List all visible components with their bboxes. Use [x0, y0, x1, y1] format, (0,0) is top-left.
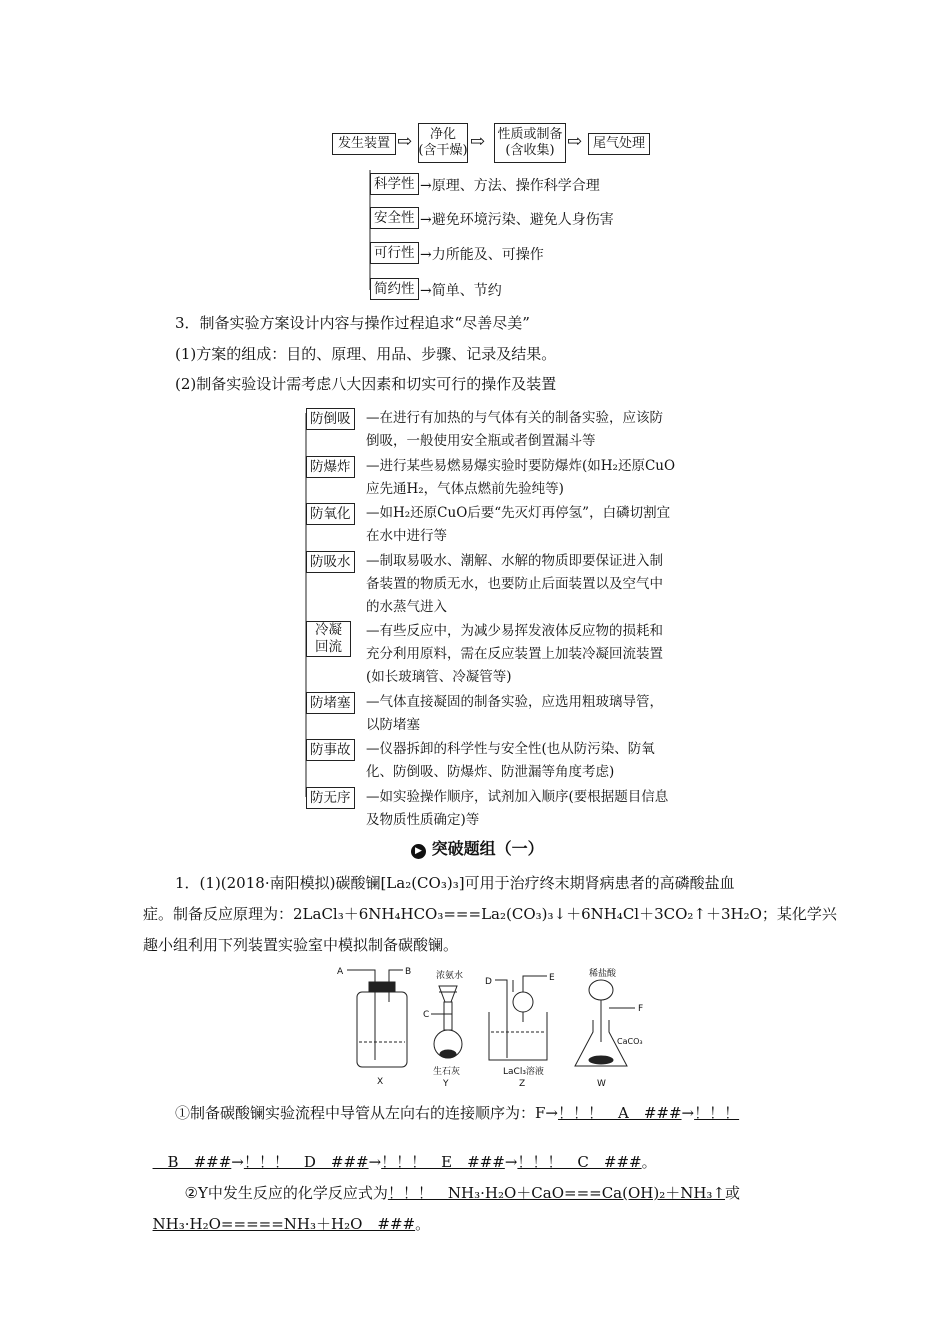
reagent-hcl: 稀盐酸 — [589, 969, 617, 979]
section3-p1: (1)方案的组成：目的、原理、用品、步骤、记录及结果。 — [175, 345, 557, 363]
principle-label: 安全性 — [370, 207, 419, 229]
principle-text: →避免环境污染、避免人身伤害 — [420, 212, 614, 228]
label-a: A — [337, 967, 344, 977]
label-f: F — [638, 1004, 644, 1014]
label-e: E — [549, 973, 555, 983]
principle-text: →力所能及、可操作 — [420, 247, 544, 263]
apparatus-y — [423, 969, 463, 1089]
answer-blank: B ### — [152, 1153, 232, 1171]
section-heading: ▶ 突破题组（一） — [411, 836, 544, 859]
answer2-line2: NH₃·H₂O=====NH₃＋H₂O ###。 — [152, 1215, 431, 1233]
principle-label: 科学性 — [370, 173, 419, 195]
flow-step-tailgas: 尾气处理 — [588, 133, 650, 155]
factor-text: —气体直接凝固的制备实验，应选用粗玻璃导管，以防堵塞 — [366, 694, 663, 733]
factor-label: 防事故 — [306, 739, 355, 761]
reagent-quicklime: 生石灰 — [433, 1067, 461, 1077]
label-z: Z — [519, 1079, 526, 1089]
label-b: B — [405, 967, 412, 977]
answer-blank: ！！！ NH₃·H₂O＋CaO===Ca(OH)₂＋NH₃↑ — [387, 1184, 726, 1202]
factor-text: —在进行有加热的与气体有关的制备实验，应该防倒吸，一般使用安全瓶或者倒置漏斗等 — [366, 410, 663, 449]
label-d: D — [485, 977, 492, 987]
factor-text: —制取易吸水、潮解、水解的物质即要保证进入制备装置的物质无水，也要防止后面装置以及空气中的水蒸气进入 — [366, 553, 663, 615]
arrow-icon: ⇨ — [397, 131, 413, 152]
label-c: C — [423, 1010, 430, 1020]
principle-label: 可行性 — [370, 242, 419, 264]
factor-label: 冷凝 回流 — [306, 621, 351, 657]
answer-blank: ！！！ D ### — [243, 1153, 369, 1171]
factor-label: 防吸水 — [306, 551, 355, 573]
factor-text: —如H₂还原CuO后要“先灭灯再停氢”，白磷切割宜在水中进行等 — [366, 505, 671, 544]
answer-blank: ！！！ — [694, 1104, 740, 1122]
factor-label: 防堵塞 — [306, 692, 355, 714]
factor-label: 防氧化 — [306, 503, 355, 525]
flow-step-property: 性质或制备 (含收集) — [494, 123, 566, 163]
factor-label: 防爆炸 — [306, 456, 355, 478]
answer-blank: ！！！ A ### — [557, 1104, 682, 1122]
principle-label: 简约性 — [370, 278, 419, 300]
factor-label: 防倒吸 — [306, 408, 355, 430]
q1-line3: 趣小组利用下列装置实验室中模拟制备碳酸镧。 — [143, 936, 459, 954]
reagent-caco3: CaCO₃ — [617, 1037, 643, 1046]
factor-label: 防无序 — [306, 787, 355, 809]
label-x: X — [377, 1077, 384, 1087]
q1-line2: 症。制备反应原理为：2LaCl₃＋6NH₄HCO₃===La₂(CO₃)₃↓＋6NH₄Cl＋3CO₂↑＋3H₂O；某化学兴 — [143, 905, 837, 923]
principle-text: →原理、方法、操作科学合理 — [420, 178, 600, 194]
answer-blank: NH₃·H₂O=====NH₃＋H₂O ### — [152, 1215, 416, 1233]
answer2-line1: ②Y中发生反应的化学反应式为！！！ NH₃·H₂O＋CaO===Ca(OH)₂＋NH₃↑或 — [184, 1184, 741, 1202]
reagent-ammonia: 浓氨水 — [436, 971, 464, 981]
apparatus-z — [485, 973, 555, 1089]
factor-text: —如实验操作顺序，试剂加入顺序(要根据题目信息及物质性质确定)等 — [366, 789, 669, 828]
flow-step-generation: 发生装置 — [332, 133, 396, 155]
q1-line1: 1．(1)(2018·南阳模拟)碳酸镧[La₂(CO₃)₃]可用于治疗终末期肾病患者的高磷酸盐血 — [175, 874, 735, 892]
reagent-lacl3: LaCl₃溶液 — [503, 1067, 544, 1077]
apparatus-figure — [335, 962, 675, 1092]
apparatus-w — [575, 967, 643, 1089]
apparatus-x — [337, 967, 411, 1087]
section3-p2: (2)制备实验设计需考虑八大因素和切实可行的操作及装置 — [175, 375, 557, 393]
section3-title: 3．制备实验方案设计内容与操作过程追求“尽善尽美” — [175, 314, 530, 332]
play-icon: ▶ — [411, 844, 426, 859]
label-w: W — [597, 1079, 606, 1089]
principle-text: →简单、节约 — [420, 283, 502, 299]
arrow-icon: ⇨ — [470, 131, 486, 152]
factor-text: —进行某些易燃易爆实验时要防爆炸(如H₂还原CuO应先通H₂，气体点燃前先验纯等) — [366, 458, 676, 497]
answer-blank: ！！！ C ### — [517, 1153, 642, 1171]
answer1-line2: B ###→！！！ D ###→！！！ E ###→！！！ C ###。 — [152, 1153, 657, 1171]
answer-blank: ！！！ E ### — [381, 1153, 505, 1171]
answer1-line1: ①制备碳酸镧实验流程中导管从左向右的连接顺序为：F→！！！ A ###→！！！ — [175, 1104, 740, 1122]
factor-text: —有些反应中，为减少易挥发液体反应物的损耗和充分利用原料，需在反应装置上加装冷凝回流装置(如长玻璃管、冷凝管等) — [366, 623, 663, 685]
arrow-icon: ⇨ — [567, 131, 583, 152]
flow-step-purify: 净化 (含干燥) — [418, 123, 468, 163]
label-y: Y — [443, 1079, 449, 1089]
factor-text: —仪器拆卸的科学性与安全性(也从防污染、防氧化、防倒吸、防爆炸、防泄漏等角度考虑) — [366, 741, 655, 780]
